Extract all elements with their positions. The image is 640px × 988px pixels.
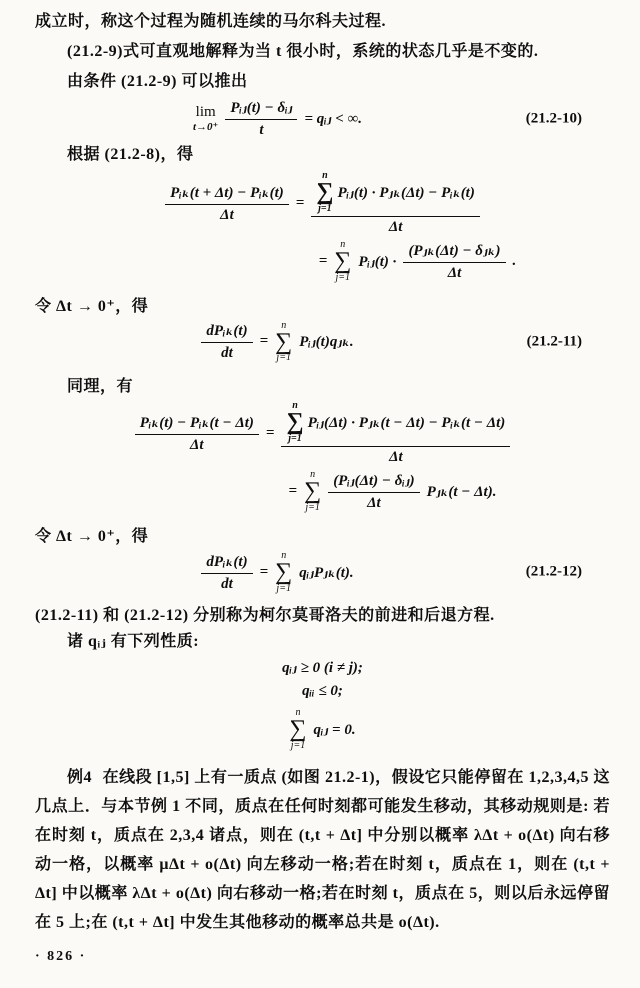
fraction	[403, 241, 505, 282]
equation-rhs: = qᵢⱼ < ∞.	[304, 111, 362, 127]
property-1-text: qᵢⱼ ≥ 0 (i ≠ j);	[282, 659, 363, 676]
equation-content	[193, 98, 362, 139]
term-prefix: Pᵢⱼ(t) ·	[358, 253, 397, 270]
example-4-paragraph	[35, 763, 610, 937]
equation-content	[289, 470, 497, 513]
equation-21-2-10	[35, 98, 610, 139]
equation-backward-line2	[35, 470, 610, 513]
equals-sign: =	[259, 563, 269, 580]
fraction-denominator: Δt	[220, 206, 234, 223]
equation-chapman-line2	[35, 240, 610, 283]
equation-21-2-12	[35, 551, 610, 594]
fraction-denominator: Δt	[367, 495, 381, 512]
fraction	[225, 98, 297, 139]
paragraph-properties-intro: 诸 qᵢⱼ 有下列性质:	[67, 632, 200, 650]
sum-upper-limit: n	[322, 170, 328, 181]
sigma-icon: ∑	[304, 478, 322, 505]
summation-symbol	[275, 551, 292, 594]
equation-rhs: qᵢⱼPⱼₖ(t).	[299, 564, 354, 581]
lhs-fraction	[135, 413, 259, 454]
fraction-numerator: Pᵢⱼ(t) − δᵢⱼ	[225, 98, 297, 120]
paragraph-let-delta-2: 令 Δt → 0⁺，得	[35, 527, 149, 545]
equation-content	[201, 551, 353, 594]
property-2	[35, 683, 610, 700]
sum-upper-limit: n	[281, 319, 287, 331]
paragraph-explanation: (21.2-9)式可直观地解释为当 t 很小时，系统的状态几乎是不变的.	[67, 43, 539, 60]
sigma-icon: ∑	[334, 247, 352, 274]
paragraph-intro: 成立时，称这个过程为随机连续的马尔科夫过程.	[35, 13, 387, 30]
numerator-terms: Pᵢⱼ(t) · Pⱼₖ(Δt) − Pᵢₖ(t)	[337, 184, 475, 201]
paragraph-according: 根据 (21.2-8)，得	[67, 146, 194, 163]
equals-sign: =	[259, 333, 269, 350]
sum-upper-limit: n	[281, 549, 287, 561]
fraction-denominator: Δt	[190, 437, 204, 454]
fraction-numerator: Pᵢₖ(t + Δt) − Pᵢₖ(t)	[165, 183, 289, 205]
rhs-fraction	[311, 171, 480, 236]
equals-sign: =	[265, 425, 275, 442]
derivative-fraction	[201, 552, 252, 593]
fraction-denominator: Δt	[389, 449, 403, 466]
equation-tag: (21.2-12)	[525, 563, 582, 580]
equation-backward-line1	[35, 401, 610, 466]
equals-sign: =	[318, 252, 328, 269]
limit-operator	[193, 105, 218, 133]
sum-lower-limit: j=1	[335, 271, 351, 283]
sum-lower-limit: j=1	[305, 501, 320, 513]
property-3-text: qᵢⱼ = 0.	[313, 721, 356, 738]
equation-content	[135, 401, 511, 466]
fraction-denominator: Δt	[447, 264, 462, 281]
paragraph-similarly: 同理，有	[67, 378, 134, 396]
fraction-numerator: dPᵢₖ(t)	[201, 321, 252, 343]
fraction	[328, 471, 419, 512]
sigma-icon: ∑	[289, 715, 307, 742]
equals-sign: =	[295, 194, 305, 211]
summation-symbol	[304, 470, 321, 513]
sum-lower-limit: j=1	[290, 739, 306, 751]
page-number: · 826 ·	[35, 948, 87, 964]
paragraph-condition: 由条件 (21.2-9) 可以推出	[67, 73, 248, 90]
equation-21-2-11	[35, 321, 610, 364]
sigma-icon: ∑	[275, 328, 293, 355]
equation-rhs: Pᵢⱼ(t)qⱼₖ.	[299, 334, 354, 351]
summation-symbol	[286, 401, 303, 444]
sum-upper-limit: n	[292, 400, 298, 412]
example-4-label: 例4	[67, 768, 93, 786]
sigma-icon: ∑	[286, 409, 304, 436]
sum-upper-limit: n	[295, 706, 301, 718]
fraction-numerator: dPᵢₖ(t)	[201, 552, 252, 574]
sum-upper-limit: n	[310, 469, 316, 481]
equation-chapman-line1	[35, 171, 610, 236]
fraction-numerator: (Pᵢⱼ(Δt) − δᵢⱼ)	[328, 471, 419, 493]
fraction-denominator: t	[259, 122, 264, 138]
summation-symbol	[334, 240, 351, 283]
fraction-numerator: (Pⱼₖ(Δt) − δⱼₖ)	[403, 241, 505, 263]
fraction-numerator	[311, 171, 480, 217]
period: .	[512, 252, 517, 269]
sum-lower-limit: j=1	[318, 202, 332, 214]
lim-word: lim	[195, 103, 216, 120]
term-suffix: Pⱼₖ(t − Δt).	[426, 484, 497, 501]
sigma-icon: ∑	[275, 558, 293, 585]
sum-lower-limit: j=1	[276, 352, 291, 364]
equals-sign: =	[288, 483, 298, 500]
example-4-text: 在线段 [1,5] 上有一质点 (如图 21.2-1)，假设它只能停留在 1,2,3,4,5 这几点上．与本节例 1 不同，质点在任何时刻都可能发生移动，其移动规则是: 若在时刻 t，质点在 2,3,4 诸点，则在 (t,t + Δt] 中分别以概率 λΔt + o(Δt) 向右移动一格，以概率 μΔt + o(Δt) 向左移动一格;若在时刻 t，质点在 1，则在 (t,t + Δt] 中以概率 λΔt + o(Δt) 向右移动一格;若在时刻 t，质点在 5，则以后永远停留在 5 上;在 (t,t + Δt] 中发生其他移动的概率总共是 o(Δt).	[35, 768, 610, 931]
equation-tag: (21.2-11)	[526, 333, 582, 350]
fraction-denominator: dt	[221, 345, 233, 362]
lim-subscript: t→0⁺	[192, 120, 219, 133]
fraction-numerator	[281, 401, 510, 447]
summation-symbol	[289, 708, 306, 751]
sum-lower-limit: j=1	[276, 582, 291, 594]
property-1	[35, 658, 610, 677]
derivative-fraction	[201, 321, 252, 362]
equation-content	[289, 708, 355, 751]
equation-content	[319, 240, 517, 283]
lhs-fraction	[165, 183, 289, 224]
equation-tag: (21.2-10)	[525, 110, 582, 126]
property-3	[35, 708, 610, 751]
equation-content	[165, 171, 480, 236]
fraction-numerator: Pᵢₖ(t) − Pᵢₖ(t − Δt)	[135, 413, 259, 435]
equation-content	[201, 321, 353, 364]
sigma-icon: ∑	[316, 179, 334, 205]
paragraph-let-delta-1: 令 Δt → 0⁺，得	[35, 297, 149, 315]
fraction-denominator: dt	[221, 575, 233, 592]
paragraph-kolmogorov: (21.2-11) 和 (21.2-12) 分别称为柯尔莫哥洛夫的前进和后退方程.	[35, 606, 495, 624]
numerator-terms: Pᵢⱼ(Δt) · Pⱼₖ(t − Δt) − Pᵢₖ(t − Δt)	[307, 415, 506, 432]
summation-symbol	[275, 321, 292, 364]
sum-lower-limit: j=1	[288, 433, 302, 445]
sum-upper-limit: n	[340, 238, 346, 250]
property-2-text: qᵢᵢ ≤ 0;	[302, 682, 343, 699]
fraction-denominator: Δt	[388, 218, 403, 235]
rhs-fraction	[281, 401, 510, 466]
summation-symbol	[316, 171, 333, 214]
